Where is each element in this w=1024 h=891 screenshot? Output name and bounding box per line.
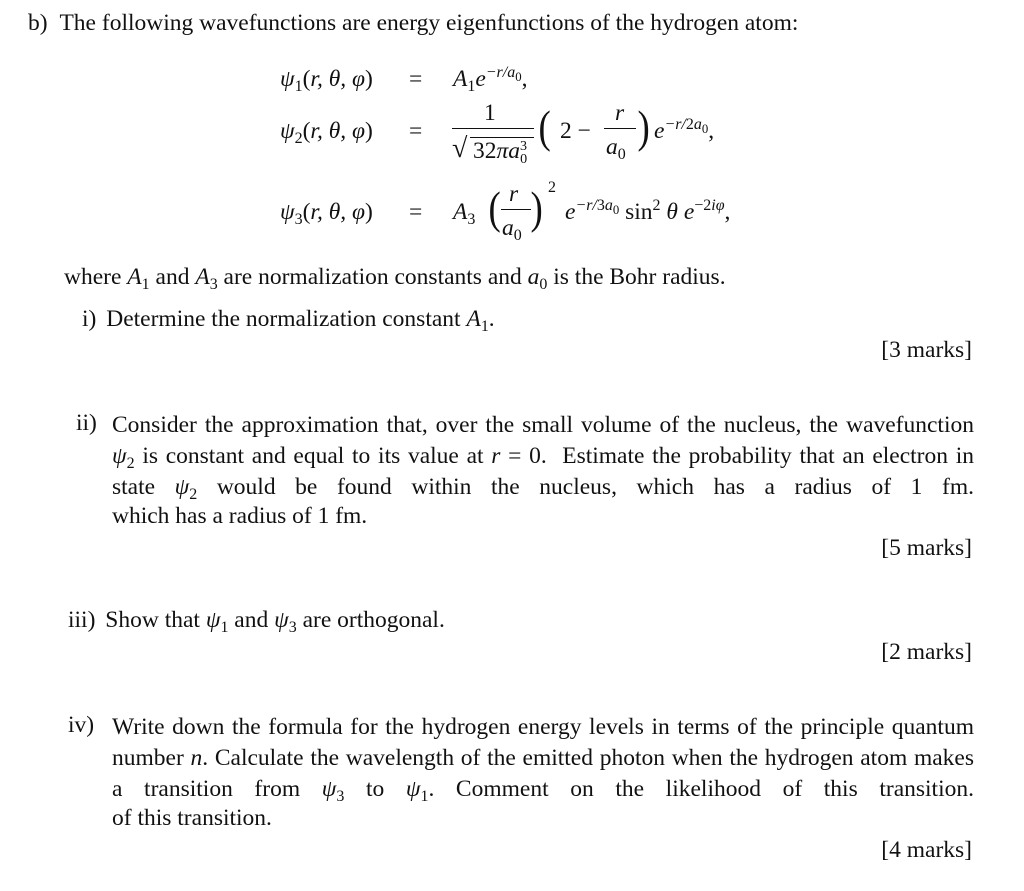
part-iii [68, 607, 445, 637]
equals-sign-3: = [409, 199, 423, 225]
part-iv-text: Write down the formula for the hydrogen energy levels in terms of the principle quantum number n. Calculate the wavelength of the emitted photon when the hydrogen atom makes a transition from $\psi_3$ to $\psi_1$. Comment on the likelihood of this transition. [112, 714, 974, 806]
equals-sign-2: = [409, 118, 423, 144]
part-ii-marks: [5 marks] [881, 535, 972, 561]
part-ii-last-line: which has a radius of 1 fm. [112, 503, 512, 534]
intro-text: The following wavefunctions are energy eigenfunctions of the hydrogen atom: [59, 10, 799, 36]
psi1-rhs: $A_1e^{-r/a_0}$, [453, 64, 528, 96]
part-i [82, 306, 495, 336]
part-iii-text: Show that $\psi_1$ and $\psi_3$ are orthogonal. [105, 607, 445, 637]
part-ii-text: Consider the approximation that, over the small volume of the nucleus, the wavefunction $\psi_2$ is constant and equal to its value at r = 0. Estimate the probability that an electron in state $\psi_2$ would be found within the nucleus, which has a radius of 1 fm. [112, 412, 975, 504]
part-iii-label: iii) [68, 607, 96, 633]
part-iv-marks: [4 marks] [881, 837, 972, 863]
part-iv-label: iv) [68, 712, 95, 738]
psi2-lhs: $\psi_2(r$, θ, φ) [280, 118, 373, 148]
where-text: where $A_1$ and $A_3$ are normalization constants and $a_0$ is the Bohr radius. [64, 264, 726, 294]
question-header [28, 10, 798, 37]
part-iii-marks: [2 marks] [881, 639, 972, 665]
psi1-lhs: $\psi_1(r$, θ, φ) [280, 66, 373, 96]
part-iv-last-line: of this transition. [112, 805, 612, 836]
part-i-marks: [3 marks] [881, 337, 972, 363]
psi3-lhs: $\psi_3(r$, θ, φ) [280, 199, 373, 229]
part-i-label: i) [82, 306, 97, 332]
part-ii-label: ii) [76, 410, 97, 436]
equals-sign-1: = [409, 66, 423, 92]
part-i-text: Determine the normalization constant $A_1$. [106, 306, 495, 336]
question-label: b) [28, 10, 48, 36]
